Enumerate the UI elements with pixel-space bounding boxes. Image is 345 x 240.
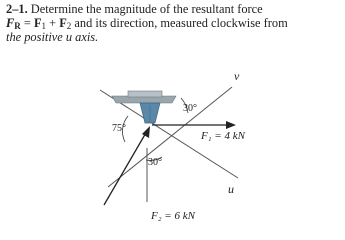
angle-label-30-bottom: 30°	[148, 157, 162, 168]
problem-line-3-text: the positive u axis.	[6, 30, 99, 44]
F2-arrow-line	[104, 131, 147, 205]
F1-label: F₁ = 4 kN	[201, 130, 245, 142]
v-axis-label: v	[234, 69, 240, 83]
F2-label: F₂ = 6 kN	[151, 210, 195, 222]
support-cap	[128, 91, 162, 97]
F2-arrowhead	[142, 126, 150, 138]
problem-number: 2–1.	[6, 2, 28, 16]
u-axis-label: u	[228, 182, 234, 196]
angle-label-75: 75°	[112, 123, 126, 134]
F1-arrowhead	[226, 121, 236, 129]
problem-line-2: $F_R = F_1 + F_2$ and its direction, measured clockwise from	[6, 16, 288, 31]
angle-label-30-top: 30°	[183, 103, 197, 114]
problem-line-1-text: Determine the magnitude of the resultant force	[30, 2, 263, 16]
